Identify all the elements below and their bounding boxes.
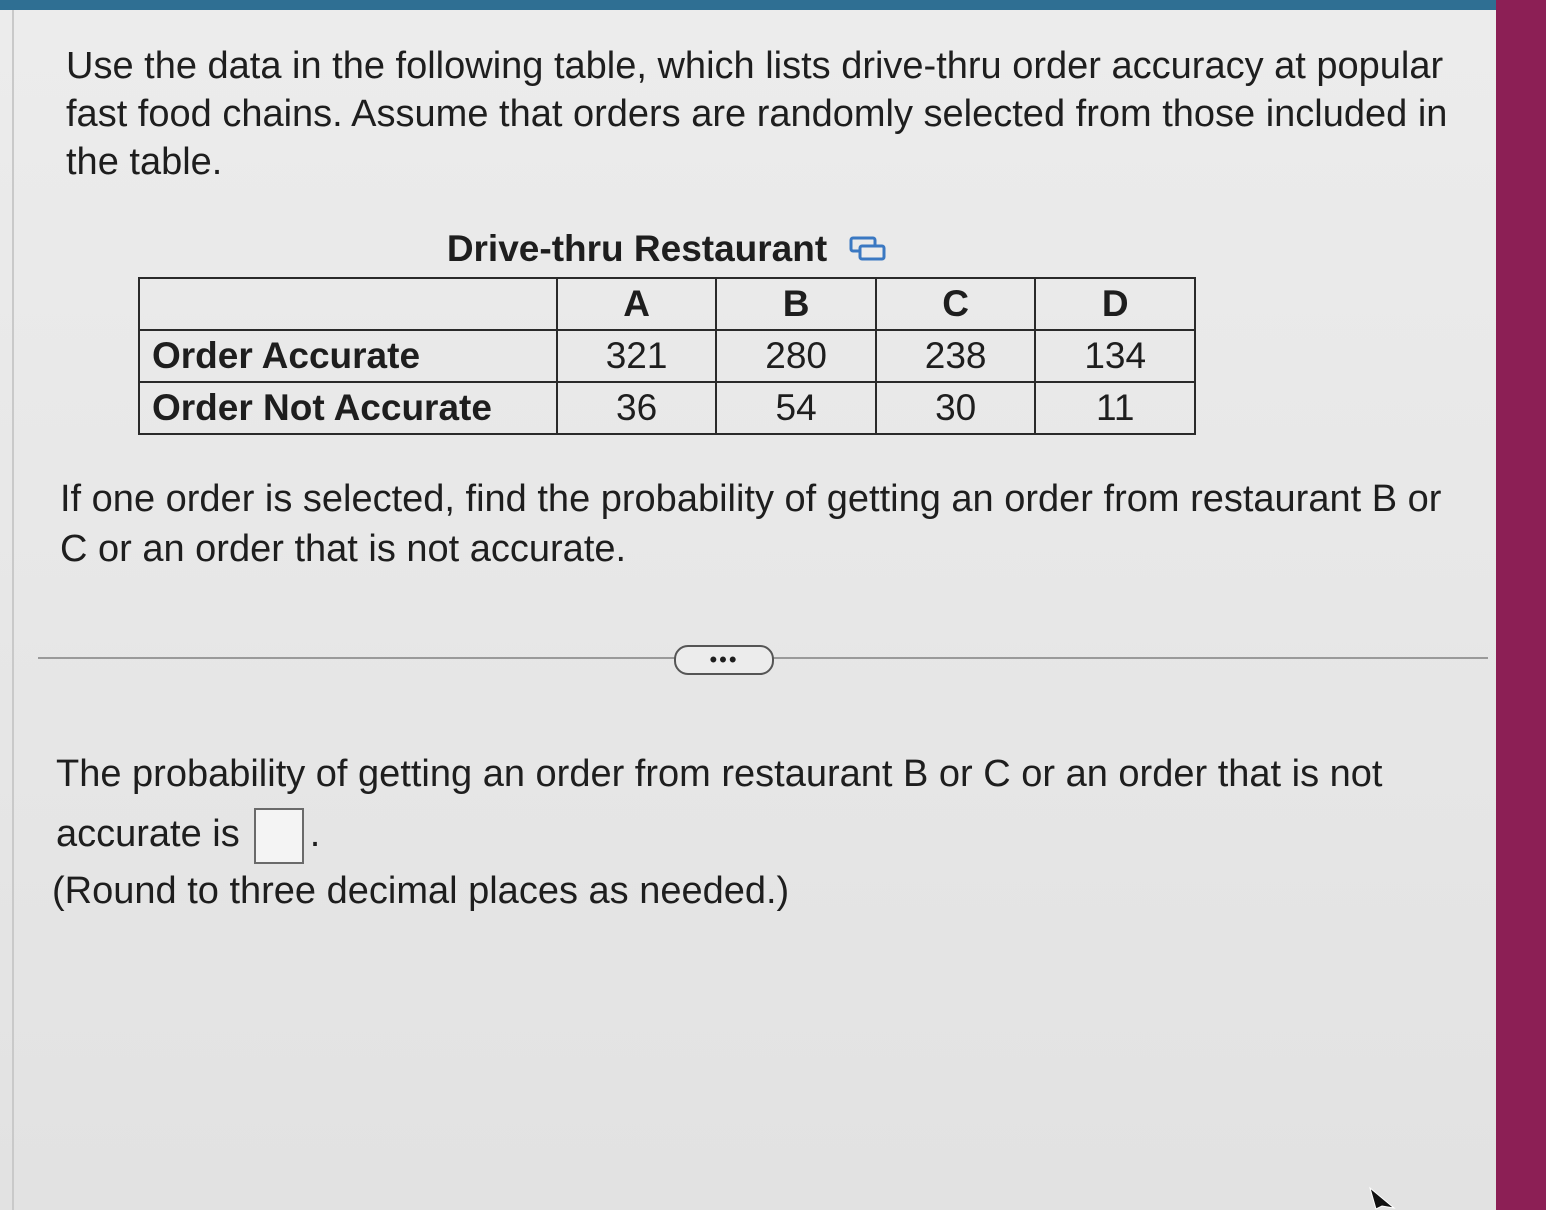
question-page <box>0 10 1496 1210</box>
row-label-order-not-accurate: Order Not Accurate <box>139 382 557 434</box>
cell-accurate-b: 280 <box>716 330 876 382</box>
question-prompt: If one order is selected, find the probability of getting an order from restaurant B or C or an order that is not accurate. <box>60 478 1442 570</box>
cell-not-accurate-c: 30 <box>876 382 1036 434</box>
answer-period: . <box>309 813 321 855</box>
rounding-hint: (Round to three decimal places as needed.) <box>52 870 790 912</box>
cell-not-accurate-d: 11 <box>1035 382 1195 434</box>
table-caption <box>138 226 1196 272</box>
more-options-button[interactable]: ••• <box>674 645 774 675</box>
answer-text: The probability of getting an order from restaurant B or C or an order that is not accurate is <box>56 753 1383 855</box>
top-bar <box>0 0 1546 10</box>
cell-not-accurate-b: 54 <box>716 382 876 434</box>
column-header-a: A <box>557 278 717 330</box>
table-row <box>139 382 1195 434</box>
header-corner-cell <box>139 278 557 330</box>
screen-frame <box>1496 0 1546 1210</box>
column-header-b: B <box>716 278 876 330</box>
row-label-order-accurate: Order Accurate <box>139 330 557 382</box>
restaurant-data-table <box>138 277 1196 435</box>
cell-accurate-d: 134 <box>1035 330 1195 382</box>
cell-accurate-c: 238 <box>876 330 1036 382</box>
table-title: Drive-thru Restaurant <box>446 228 828 269</box>
question-intro: Use the data in the following table, which lists drive-thru order accuracy at popular fast food chains. Assume that orders are randomly selected from those included in the table. <box>66 45 1448 183</box>
left-border <box>12 10 14 1210</box>
mouse-cursor-icon <box>1368 1186 1396 1210</box>
table-header-row <box>139 278 1195 330</box>
column-header-d: D <box>1035 278 1195 330</box>
column-header-c: C <box>876 278 1036 330</box>
answer-statement <box>56 744 1496 864</box>
cell-not-accurate-a: 36 <box>557 382 717 434</box>
cell-accurate-a: 321 <box>557 330 717 382</box>
table-row <box>139 330 1195 382</box>
answer-input-box[interactable] <box>254 808 304 864</box>
copy-data-icon[interactable] <box>849 235 887 263</box>
